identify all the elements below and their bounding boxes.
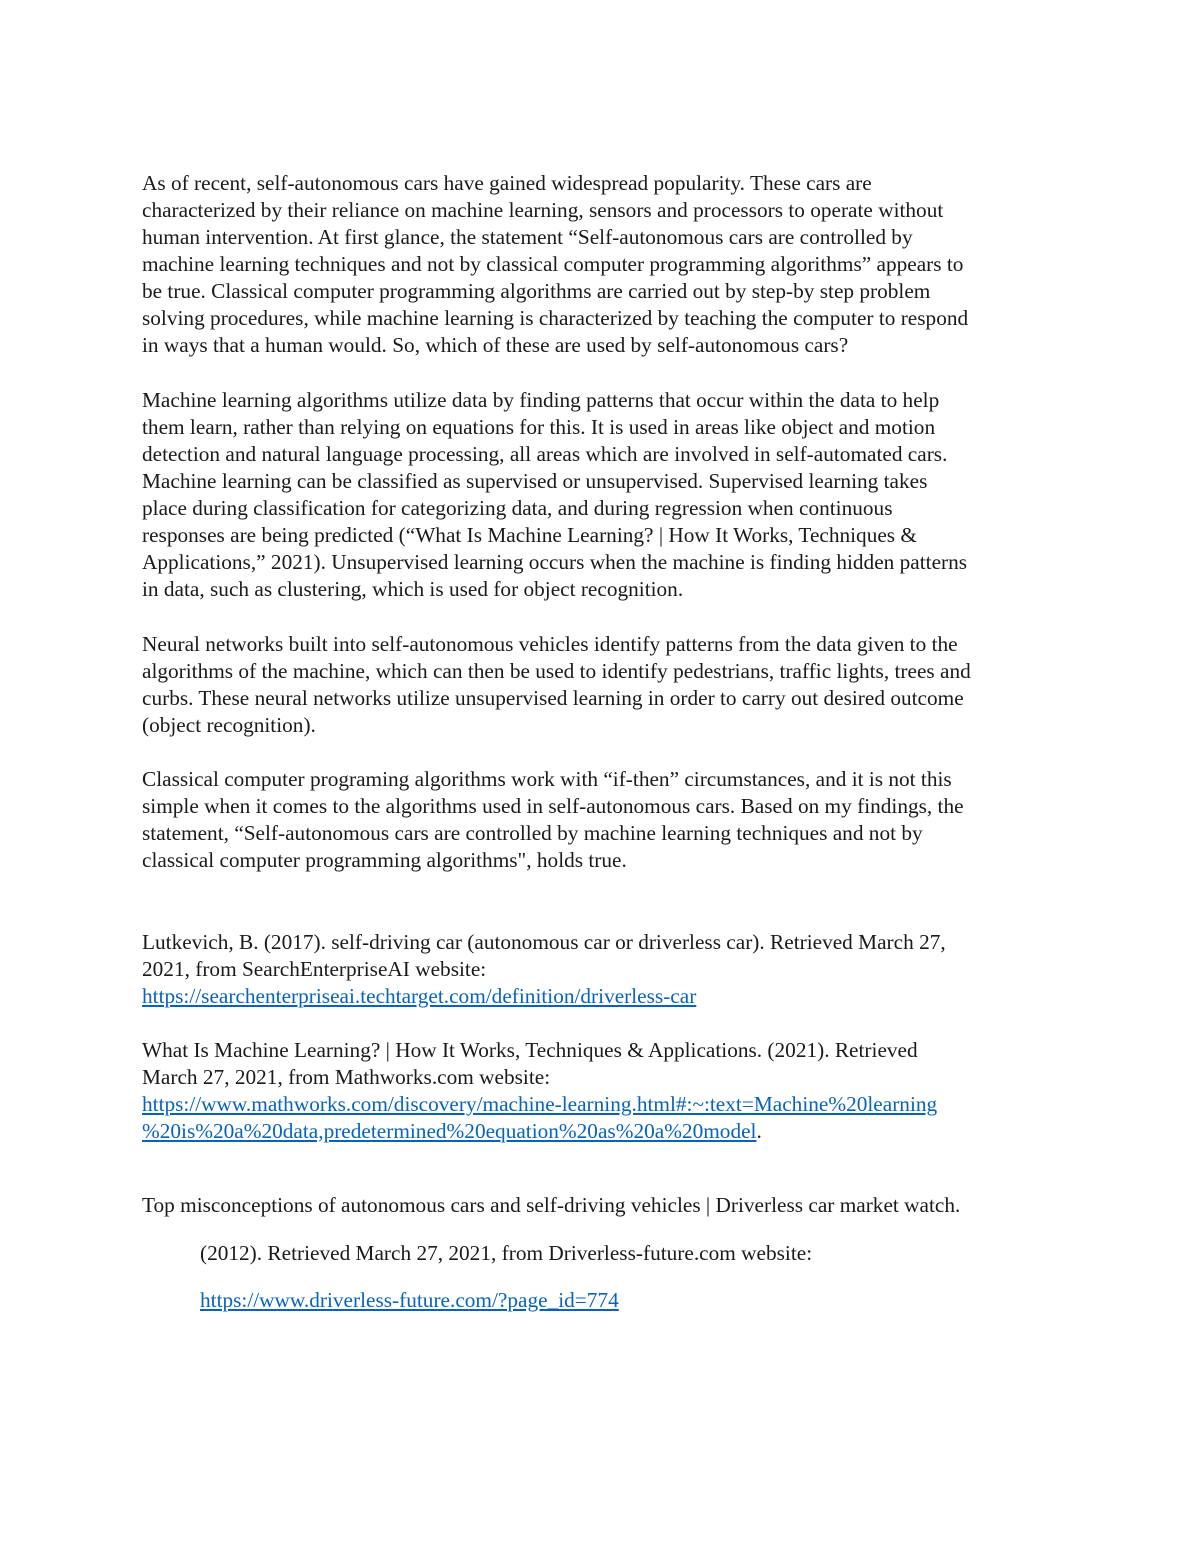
paragraph-2-line-6: responses are being predicted (“What Is Machine Learning? | How It Works, Techniques & [142,523,917,547]
paragraph-3-line-4: (object recognition). [142,713,316,737]
reference-3-line-1: Top misconceptions of autonomous cars and self-driving vehicles | Driverless car market watch. [142,1193,961,1217]
paragraph-2-line-7: Applications,” 2021). Unsupervised learning occurs when the machine is finding hidden patterns [142,550,968,574]
reference-2-link-line-2-wrapper [142,1118,762,1145]
paragraph-4-line-3: statement, “Self-autonomous cars are controlled by machine learning techniques and not by [142,821,923,845]
paragraph-1-line-4: machine learning techniques and not by classical computer programming algorithms” appears to [142,252,964,276]
reference-2-link-line-1[interactable]: https://www.mathworks.com/discovery/machine-learning.html#:~:text=Machine%20learning [142,1092,938,1116]
reference-1-line-2: 2021, from SearchEnterpriseAI website: [142,957,487,981]
paragraph-3-line-3: curbs. These neural networks utilize unsupervised learning in order to carry out desired outcome [142,686,964,710]
paragraph-1-line-1: As of recent, self-autonomous cars have gained widespread popularity. These cars are [142,171,872,195]
paragraph-2-line-8: in data, such as clustering, which is used for object recognition. [142,577,684,601]
reference-1-line-1: Lutkevich, B. (2017). self-driving car (autonomous car or driverless car). Retrieved March 27, [142,930,946,954]
paragraph-1-line-6: solving procedures, while machine learning is characterized by teaching the computer to respond [142,306,969,330]
reference-2-line-2: March 27, 2021, from Mathworks.com website: [142,1065,551,1089]
paragraph-1-line-5: be true. Classical computer programming algorithms are carried out by step-by step problem [142,279,931,303]
reference-2-trailing-period: . [756,1119,762,1143]
paragraph-4-line-4: classical computer programming algorithms", holds true. [142,848,627,872]
paragraph-4-line-1: Classical computer programing algorithms work with “if-then” circumstances, and it is not this [142,767,952,791]
paragraph-3-line-1: Neural networks built into self-autonomous vehicles identify patterns from the data given to the [142,632,958,656]
reference-2-line-1: What Is Machine Learning? | How It Works, Techniques & Applications. (2021). Retrieved [142,1038,918,1062]
paragraph-4-line-2: simple when it comes to the algorithms used in self-autonomous cars. Based on my findings, the [142,794,964,818]
reference-1-link[interactable]: https://searchenterpriseai.techtarget.com/definition/driverless-car [142,984,697,1008]
reference-2-link-line-2[interactable]: %20is%20a%20data,predetermined%20equation%20as%20a%20model [142,1119,757,1143]
paragraph-2-line-5: place during classification for categorizing data, and during regression when continuous [142,496,893,520]
paragraph-2-line-3: detection and natural language processing, all areas which are involved in self-automated cars. [142,442,948,466]
paragraph-2-line-4: Machine learning can be classified as supervised or unsupervised. Supervised learning takes [142,469,928,493]
paragraph-3-line-2: algorithms of the machine, which can then be used to identify pedestrians, traffic lights, trees and [142,659,971,683]
paragraph-2-line-1: Machine learning algorithms utilize data by finding patterns that occur within the data to help [142,388,940,412]
paragraph-2-line-2: them learn, rather than relying on equations for this. It is used in areas like object and motion [142,415,936,439]
paragraph-1-line-7: in ways that a human would. So, which of these are used by self-autonomous cars? [142,333,849,357]
reference-3-link[interactable]: https://www.driverless-future.com/?page_id=774 [200,1288,619,1312]
paragraph-1-line-2: characterized by their reliance on machine learning, sensors and processors to operate without [142,198,944,222]
paragraph-1-line-3: human intervention. At first glance, the statement “Self-autonomous cars are controlled by [142,225,913,249]
reference-3-line-2: (2012). Retrieved March 27, 2021, from Driverless-future.com website: [200,1241,813,1265]
